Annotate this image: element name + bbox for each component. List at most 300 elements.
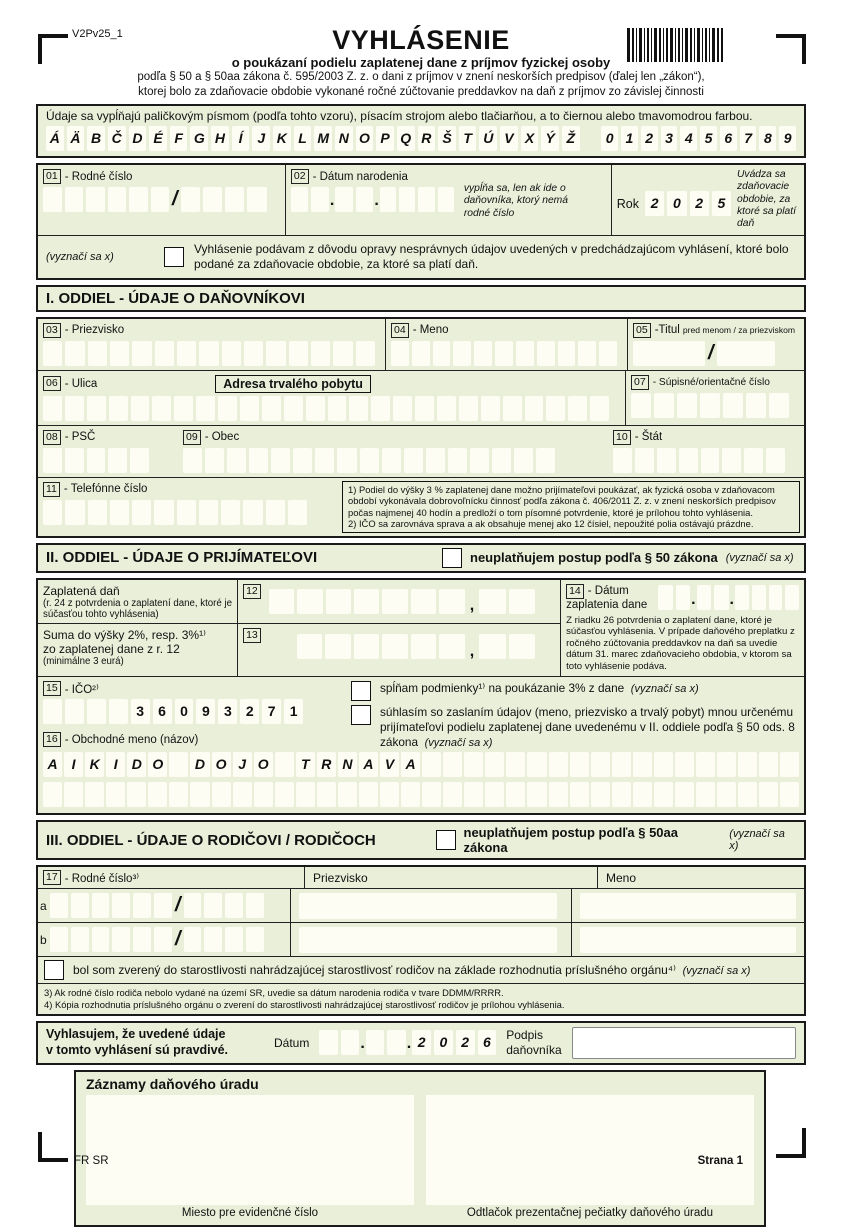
comb-cell[interactable] <box>284 396 303 421</box>
section3-title: III. ODDIEL - ÚDAJE O RODIČOVI / RODIČOCH <box>46 831 376 849</box>
comb-cell[interactable] <box>325 634 351 659</box>
comb-cell[interactable]: 2 <box>456 1030 475 1055</box>
comb-cell[interactable] <box>65 500 84 525</box>
comb-cell[interactable] <box>549 782 568 807</box>
comb-cell[interactable]: 9 <box>196 699 215 724</box>
comb-cell[interactable] <box>65 396 84 421</box>
comb-cell[interactable] <box>71 893 89 918</box>
comb-cell[interactable] <box>366 1030 385 1055</box>
comb-cell[interactable] <box>148 782 167 807</box>
comb-cell[interactable] <box>387 1030 406 1055</box>
comb-cell[interactable] <box>65 699 84 724</box>
comb-cell[interactable] <box>151 187 170 212</box>
comb-cell[interactable] <box>221 500 240 525</box>
comb-cell[interactable]: I <box>106 752 125 777</box>
comb-cell[interactable] <box>204 893 222 918</box>
comb-cell[interactable] <box>675 752 694 777</box>
comb-cell[interactable] <box>525 396 544 421</box>
comb-cell[interactable] <box>474 341 492 366</box>
sample-char: 1 <box>621 126 638 151</box>
section2-optout-checkbox[interactable] <box>442 548 462 568</box>
comb-cell[interactable]: V <box>380 752 399 777</box>
comb-cell[interactable] <box>415 396 434 421</box>
comb-cell[interactable] <box>549 752 568 777</box>
registration-number-box[interactable] <box>86 1095 414 1205</box>
comb-cell[interactable]: 3 <box>131 699 150 724</box>
comb-cell[interactable] <box>506 782 525 807</box>
comb-cell[interactable] <box>297 589 322 614</box>
comb-cell[interactable]: J <box>233 752 252 777</box>
comb-cell[interactable]: N <box>338 752 357 777</box>
comb-cell[interactable] <box>43 396 62 421</box>
comb-cell[interactable]: T <box>296 752 315 777</box>
comb-cell[interactable] <box>64 782 83 807</box>
comb-cell[interactable] <box>470 448 489 473</box>
consent-checkbox[interactable] <box>351 705 371 725</box>
comb-cell[interactable] <box>738 752 757 777</box>
comb-cell[interactable] <box>196 396 215 421</box>
comb-cell[interactable] <box>443 782 462 807</box>
comb-cell[interactable] <box>438 187 454 212</box>
comb-cell[interactable] <box>780 782 799 807</box>
comb-cell[interactable] <box>399 187 415 212</box>
comb-cell[interactable] <box>464 752 483 777</box>
comb-cell[interactable] <box>43 341 62 366</box>
comb-cell[interactable] <box>679 448 698 473</box>
comb-cell[interactable] <box>612 782 631 807</box>
titul-za-priezviskom-box[interactable] <box>717 341 775 366</box>
comb-cell[interactable] <box>43 187 62 212</box>
datum-narodenia-mm <box>335 187 373 212</box>
comb-cell[interactable] <box>43 448 62 473</box>
comb-cell[interactable] <box>349 396 368 421</box>
parent-a-priezvisko-box[interactable] <box>299 893 557 919</box>
comb-cell[interactable] <box>382 634 408 659</box>
comb-cell[interactable] <box>570 782 589 807</box>
comb-cell[interactable] <box>262 396 281 421</box>
comb-cell[interactable]: 2 <box>645 191 664 216</box>
comb-cell[interactable] <box>106 782 125 807</box>
comb-cell[interactable] <box>439 634 465 659</box>
comb-cell[interactable] <box>275 782 294 807</box>
comb-cell[interactable] <box>184 893 202 918</box>
comb-cell[interactable] <box>453 341 471 366</box>
comb-cell[interactable] <box>514 448 533 473</box>
comb-cell[interactable] <box>422 782 441 807</box>
comb-cell[interactable] <box>433 341 451 366</box>
comb-cell[interactable] <box>590 396 609 421</box>
comb-cell[interactable] <box>527 782 546 807</box>
comb-cell[interactable] <box>266 500 285 525</box>
comb-cell[interactable] <box>311 187 329 212</box>
comb-cell[interactable] <box>297 634 323 659</box>
comb-cell[interactable] <box>131 396 150 421</box>
comb-cell[interactable] <box>479 634 506 659</box>
comb-cell[interactable] <box>243 500 262 525</box>
comb-cell[interactable] <box>479 589 506 614</box>
comb-cell[interactable] <box>275 752 294 777</box>
comb-cell[interactable] <box>288 500 307 525</box>
comb-cell[interactable] <box>227 448 246 473</box>
comb-cell[interactable]: 0 <box>175 699 194 724</box>
comb-cell[interactable]: K <box>85 752 104 777</box>
parent-b-priezvisko-box[interactable] <box>299 927 557 953</box>
section2-header <box>36 543 806 573</box>
field-12-number: 12 <box>243 584 261 599</box>
comb-cell[interactable] <box>633 782 652 807</box>
comb-cell[interactable] <box>65 187 84 212</box>
comb-cell[interactable] <box>509 634 536 659</box>
comb-cell[interactable] <box>631 393 651 418</box>
poukazanie-3pct-checkbox[interactable] <box>351 681 371 701</box>
comb-cell[interactable] <box>133 927 151 952</box>
comb-cell[interactable] <box>43 500 62 525</box>
comb-cell[interactable] <box>315 448 334 473</box>
comb-cell[interactable]: O <box>254 752 273 777</box>
comb-cell[interactable] <box>108 187 127 212</box>
comb-cell[interactable] <box>109 699 128 724</box>
comb-cell[interactable] <box>591 782 610 807</box>
comb-cell[interactable]: A <box>43 752 62 777</box>
comb-cell[interactable] <box>633 752 652 777</box>
comb-cell[interactable] <box>204 927 222 952</box>
comb-cell[interactable] <box>448 448 467 473</box>
comb-cell[interactable] <box>527 752 546 777</box>
comb-cell[interactable] <box>65 448 84 473</box>
comb-cell[interactable] <box>328 396 347 421</box>
comb-cell[interactable] <box>759 782 778 807</box>
field-17-label: - Rodné číslo³⁾ <box>64 872 140 885</box>
comb-cell[interactable] <box>132 500 151 525</box>
signature-box[interactable] <box>572 1027 796 1059</box>
comb-cell[interactable] <box>110 500 129 525</box>
comb-cell[interactable]: 1 <box>284 699 303 724</box>
comb-cell[interactable]: 5 <box>712 191 731 216</box>
comb-cell[interactable]: R <box>317 752 336 777</box>
comb-cell[interactable] <box>190 782 209 807</box>
comb-cell[interactable]: 6 <box>478 1030 497 1055</box>
legal-line-2: ktorej bolo za zdaňovacie obdobie vykonané ročné zúčtovanie preddavkov na daň z príjmov zo závislej činnosti <box>138 85 704 98</box>
comb-cell[interactable]: 0 <box>434 1030 453 1055</box>
comb-cell[interactable] <box>246 893 264 918</box>
comb-cell[interactable] <box>568 396 587 421</box>
comb-cell[interactable] <box>132 341 151 366</box>
comb-cell[interactable] <box>391 341 409 366</box>
parent-a-meno-box[interactable] <box>580 893 796 919</box>
comb-cell[interactable] <box>412 341 430 366</box>
comb-cell[interactable] <box>199 500 218 525</box>
comb-cell[interactable]: 0 <box>667 191 686 216</box>
comb-cell[interactable] <box>222 341 241 366</box>
comb-cell[interactable] <box>738 782 757 807</box>
comb-cell[interactable] <box>244 341 263 366</box>
comb-cell[interactable] <box>311 341 330 366</box>
comb-cell[interactable] <box>735 585 749 610</box>
comb-cell[interactable] <box>503 396 522 421</box>
comb-cell[interactable] <box>769 585 783 610</box>
comb-cell[interactable] <box>404 448 423 473</box>
comb-cell[interactable] <box>306 396 325 421</box>
comb-cell[interactable] <box>225 187 244 212</box>
comb-cell[interactable] <box>536 448 555 473</box>
comb-cell[interactable] <box>338 782 357 807</box>
comb-cell[interactable] <box>154 500 173 525</box>
comb-cell[interactable] <box>578 341 596 366</box>
comb-cell[interactable] <box>481 396 500 421</box>
parent-b-id <box>38 923 291 956</box>
comb-cell[interactable] <box>516 341 534 366</box>
comb-cell[interactable] <box>422 752 441 777</box>
comb-cell[interactable] <box>411 589 436 614</box>
comb-cell[interactable]: 2 <box>240 699 259 724</box>
field-03-number: 03 <box>43 323 61 338</box>
comb-cell[interactable] <box>785 585 799 610</box>
comb-cell[interactable] <box>654 393 674 418</box>
comb-cell[interactable] <box>249 448 268 473</box>
comb-cell[interactable] <box>780 752 799 777</box>
comb-cell[interactable] <box>696 752 715 777</box>
comb-cell[interactable] <box>485 752 504 777</box>
field-13-decimals-comb <box>479 634 535 659</box>
comb-cell[interactable]: 3 <box>218 699 237 724</box>
comb-cell[interactable]: O <box>212 752 231 777</box>
presentation-stamp-box[interactable] <box>426 1095 754 1205</box>
comb-cell[interactable]: 2 <box>412 1030 431 1055</box>
comb-cell[interactable] <box>714 585 729 610</box>
comb-cell[interactable] <box>154 893 172 918</box>
comb-cell[interactable] <box>199 341 218 366</box>
comb-cell[interactable] <box>635 448 654 473</box>
comb-cell[interactable] <box>337 448 356 473</box>
comb-cell[interactable] <box>401 782 420 807</box>
comb-cell[interactable]: O <box>148 752 167 777</box>
comb-cell[interactable] <box>380 187 396 212</box>
comb-cell[interactable] <box>183 448 202 473</box>
comb-cell[interactable] <box>657 448 676 473</box>
comb-cell[interactable] <box>293 448 312 473</box>
comb-cell[interactable] <box>181 187 200 212</box>
comb-cell[interactable] <box>247 187 266 212</box>
comma-separator: , <box>469 597 475 615</box>
declaration-line-2: v tomto vyhlásení sú pravdivé. <box>46 1042 229 1057</box>
comb-cell[interactable] <box>169 782 188 807</box>
comb-cell[interactable] <box>88 500 107 525</box>
comb-cell[interactable] <box>177 341 196 366</box>
comb-cell[interactable] <box>570 752 589 777</box>
section2-optout-note: (vyznačí sa x) <box>725 551 794 564</box>
comb-cell[interactable] <box>717 782 736 807</box>
comb-cell[interactable] <box>108 448 127 473</box>
comb-cell[interactable]: A <box>359 752 378 777</box>
comb-cell[interactable] <box>591 752 610 777</box>
comb-cell[interactable]: 7 <box>262 699 281 724</box>
section3-optout-checkbox[interactable] <box>436 830 456 850</box>
comb-cell[interactable] <box>380 782 399 807</box>
comb-cell[interactable]: D <box>127 752 146 777</box>
comb-cell[interactable] <box>676 585 691 610</box>
comb-cell[interactable] <box>266 341 285 366</box>
comb-cell[interactable] <box>459 396 478 421</box>
sample-char: O <box>356 126 374 151</box>
comb-cell[interactable] <box>129 187 148 212</box>
comb-cell[interactable] <box>677 393 697 418</box>
comb-cell[interactable] <box>356 341 375 366</box>
comb-cell[interactable] <box>169 752 188 777</box>
priezvisko-comb <box>43 341 375 366</box>
comb-cell[interactable] <box>599 341 617 366</box>
comb-cell[interactable] <box>485 782 504 807</box>
comb-cell[interactable] <box>92 927 110 952</box>
comb-cell[interactable] <box>87 448 106 473</box>
comb-cell[interactable] <box>92 893 110 918</box>
comb-cell[interactable] <box>87 699 106 724</box>
comb-cell[interactable] <box>439 589 464 614</box>
comb-cell[interactable] <box>43 699 62 724</box>
comb-cell[interactable] <box>341 1030 360 1055</box>
comb-cell[interactable] <box>612 752 631 777</box>
guardianship-checkbox[interactable] <box>44 960 64 980</box>
dot-separator: . <box>329 192 335 210</box>
comb-cell[interactable] <box>443 752 462 777</box>
comb-cell[interactable] <box>154 927 172 952</box>
comb-cell[interactable] <box>382 589 407 614</box>
comb-cell[interactable] <box>393 396 412 421</box>
comb-cell[interactable] <box>752 585 766 610</box>
comb-cell[interactable] <box>177 500 196 525</box>
comb-cell[interactable] <box>218 396 237 421</box>
comb-cell[interactable]: 2 <box>690 191 709 216</box>
comb-cell[interactable] <box>269 589 294 614</box>
field-14-note: Z riadku 26 potvrdenia o zaplatení dane, ktoré je súčasťou vyhlásenia. V prípade daňového preplatku z ročného zúčtovania preddavkov na daň sa uvedie dátum 31. marec zdaňovacieho obdobia, v ktorom sa toto vyhlásenie podáva. <box>566 614 795 672</box>
comb-cell[interactable] <box>382 448 401 473</box>
comb-cell[interactable] <box>769 393 789 418</box>
comb-cell[interactable] <box>701 448 720 473</box>
correction-checkbox[interactable] <box>164 247 184 267</box>
comb-cell[interactable] <box>88 341 107 366</box>
comb-cell[interactable] <box>613 448 632 473</box>
comb-cell[interactable] <box>174 396 193 421</box>
comb-cell[interactable] <box>112 927 130 952</box>
comb-cell[interactable] <box>225 927 243 952</box>
comb-cell[interactable] <box>109 396 128 421</box>
comb-cell[interactable] <box>360 448 379 473</box>
comb-cell[interactable] <box>696 782 715 807</box>
comb-cell[interactable]: A <box>401 752 420 777</box>
comb-cell[interactable] <box>317 782 336 807</box>
comb-cell[interactable] <box>65 341 84 366</box>
comb-cell[interactable]: D <box>190 752 209 777</box>
comb-cell[interactable] <box>509 589 536 614</box>
comb-cell[interactable] <box>87 396 106 421</box>
obchodne-meno-comb-row1 <box>43 752 799 777</box>
comb-cell[interactable] <box>50 893 68 918</box>
comb-cell[interactable] <box>86 187 105 212</box>
comb-cell[interactable]: 6 <box>153 699 172 724</box>
comb-cell[interactable] <box>112 893 130 918</box>
comb-cell[interactable] <box>50 927 68 952</box>
sample-char: Ä <box>67 126 85 151</box>
comb-cell[interactable] <box>492 448 511 473</box>
comb-cell[interactable] <box>133 893 151 918</box>
comb-cell[interactable] <box>130 448 149 473</box>
comb-cell[interactable] <box>495 341 513 366</box>
comb-cell[interactable] <box>700 393 720 418</box>
section3-optout-text: neuplatňujem postup podľa § 50aa zákona <box>463 825 678 856</box>
comb-cell[interactable] <box>240 396 259 421</box>
comb-cell[interactable] <box>246 927 264 952</box>
comb-cell[interactable] <box>291 187 309 212</box>
comb-cell[interactable] <box>744 448 763 473</box>
comb-cell[interactable] <box>43 782 62 807</box>
comb-cell[interactable] <box>654 782 673 807</box>
comb-cell[interactable] <box>254 782 273 807</box>
titul-pred-menom-box[interactable] <box>633 341 705 366</box>
comb-cell[interactable] <box>717 752 736 777</box>
comb-cell[interactable] <box>354 589 379 614</box>
comb-cell[interactable] <box>654 752 673 777</box>
comb-cell[interactable] <box>426 448 445 473</box>
obchodne-meno-comb-row2 <box>43 782 799 807</box>
comb-cell[interactable] <box>127 782 146 807</box>
comb-cell[interactable] <box>437 396 456 421</box>
comb-cell[interactable] <box>546 396 565 421</box>
comb-cell[interactable] <box>110 341 129 366</box>
comb-cell[interactable] <box>359 782 378 807</box>
comb-cell[interactable] <box>759 752 778 777</box>
comb-cell[interactable] <box>155 341 174 366</box>
comb-cell[interactable] <box>506 752 525 777</box>
consent-text: súhlasím so zaslaním údajov (meno, priezvisko a trvalý pobyt) mnou určenému prijímateľovi podielu zaplatenej dane uvedenému v II. oddiele podľa § 50 ods. 8 zákona <box>380 705 795 749</box>
comb-cell[interactable] <box>746 393 766 418</box>
comb-cell[interactable] <box>411 634 437 659</box>
comb-cell[interactable] <box>152 396 171 421</box>
comb-cell[interactable] <box>371 396 390 421</box>
comb-cell[interactable] <box>697 585 712 610</box>
comb-cell[interactable] <box>356 187 374 212</box>
comb-cell[interactable] <box>537 341 555 366</box>
comb-cell[interactable] <box>212 782 231 807</box>
parent-b-meno-box[interactable] <box>580 927 796 953</box>
comb-cell[interactable] <box>675 782 694 807</box>
comb-cell[interactable] <box>558 341 576 366</box>
comb-cell[interactable] <box>233 782 252 807</box>
comb-cell[interactable] <box>723 393 743 418</box>
field-02-block <box>286 165 612 235</box>
comb-cell[interactable] <box>418 187 434 212</box>
comb-cell[interactable] <box>354 634 380 659</box>
comb-cell[interactable] <box>289 341 308 366</box>
comb-cell[interactable]: I <box>64 752 83 777</box>
comb-cell[interactable] <box>205 448 224 473</box>
comb-cell[interactable] <box>333 341 352 366</box>
comb-cell[interactable] <box>326 589 351 614</box>
comb-cell[interactable] <box>658 585 673 610</box>
comb-cell[interactable] <box>335 187 353 212</box>
comb-cell[interactable] <box>319 1030 338 1055</box>
comb-cell[interactable] <box>71 927 89 952</box>
sample-char: D <box>129 126 147 151</box>
comb-cell[interactable] <box>722 448 741 473</box>
sample-char: Q <box>397 126 415 151</box>
comb-cell[interactable] <box>225 893 243 918</box>
comb-cell[interactable] <box>296 782 315 807</box>
comb-cell[interactable] <box>464 782 483 807</box>
comb-cell[interactable] <box>766 448 785 473</box>
comb-cell[interactable] <box>203 187 222 212</box>
comb-cell[interactable] <box>85 782 104 807</box>
comb-cell[interactable] <box>271 448 290 473</box>
comb-cell[interactable] <box>184 927 202 952</box>
